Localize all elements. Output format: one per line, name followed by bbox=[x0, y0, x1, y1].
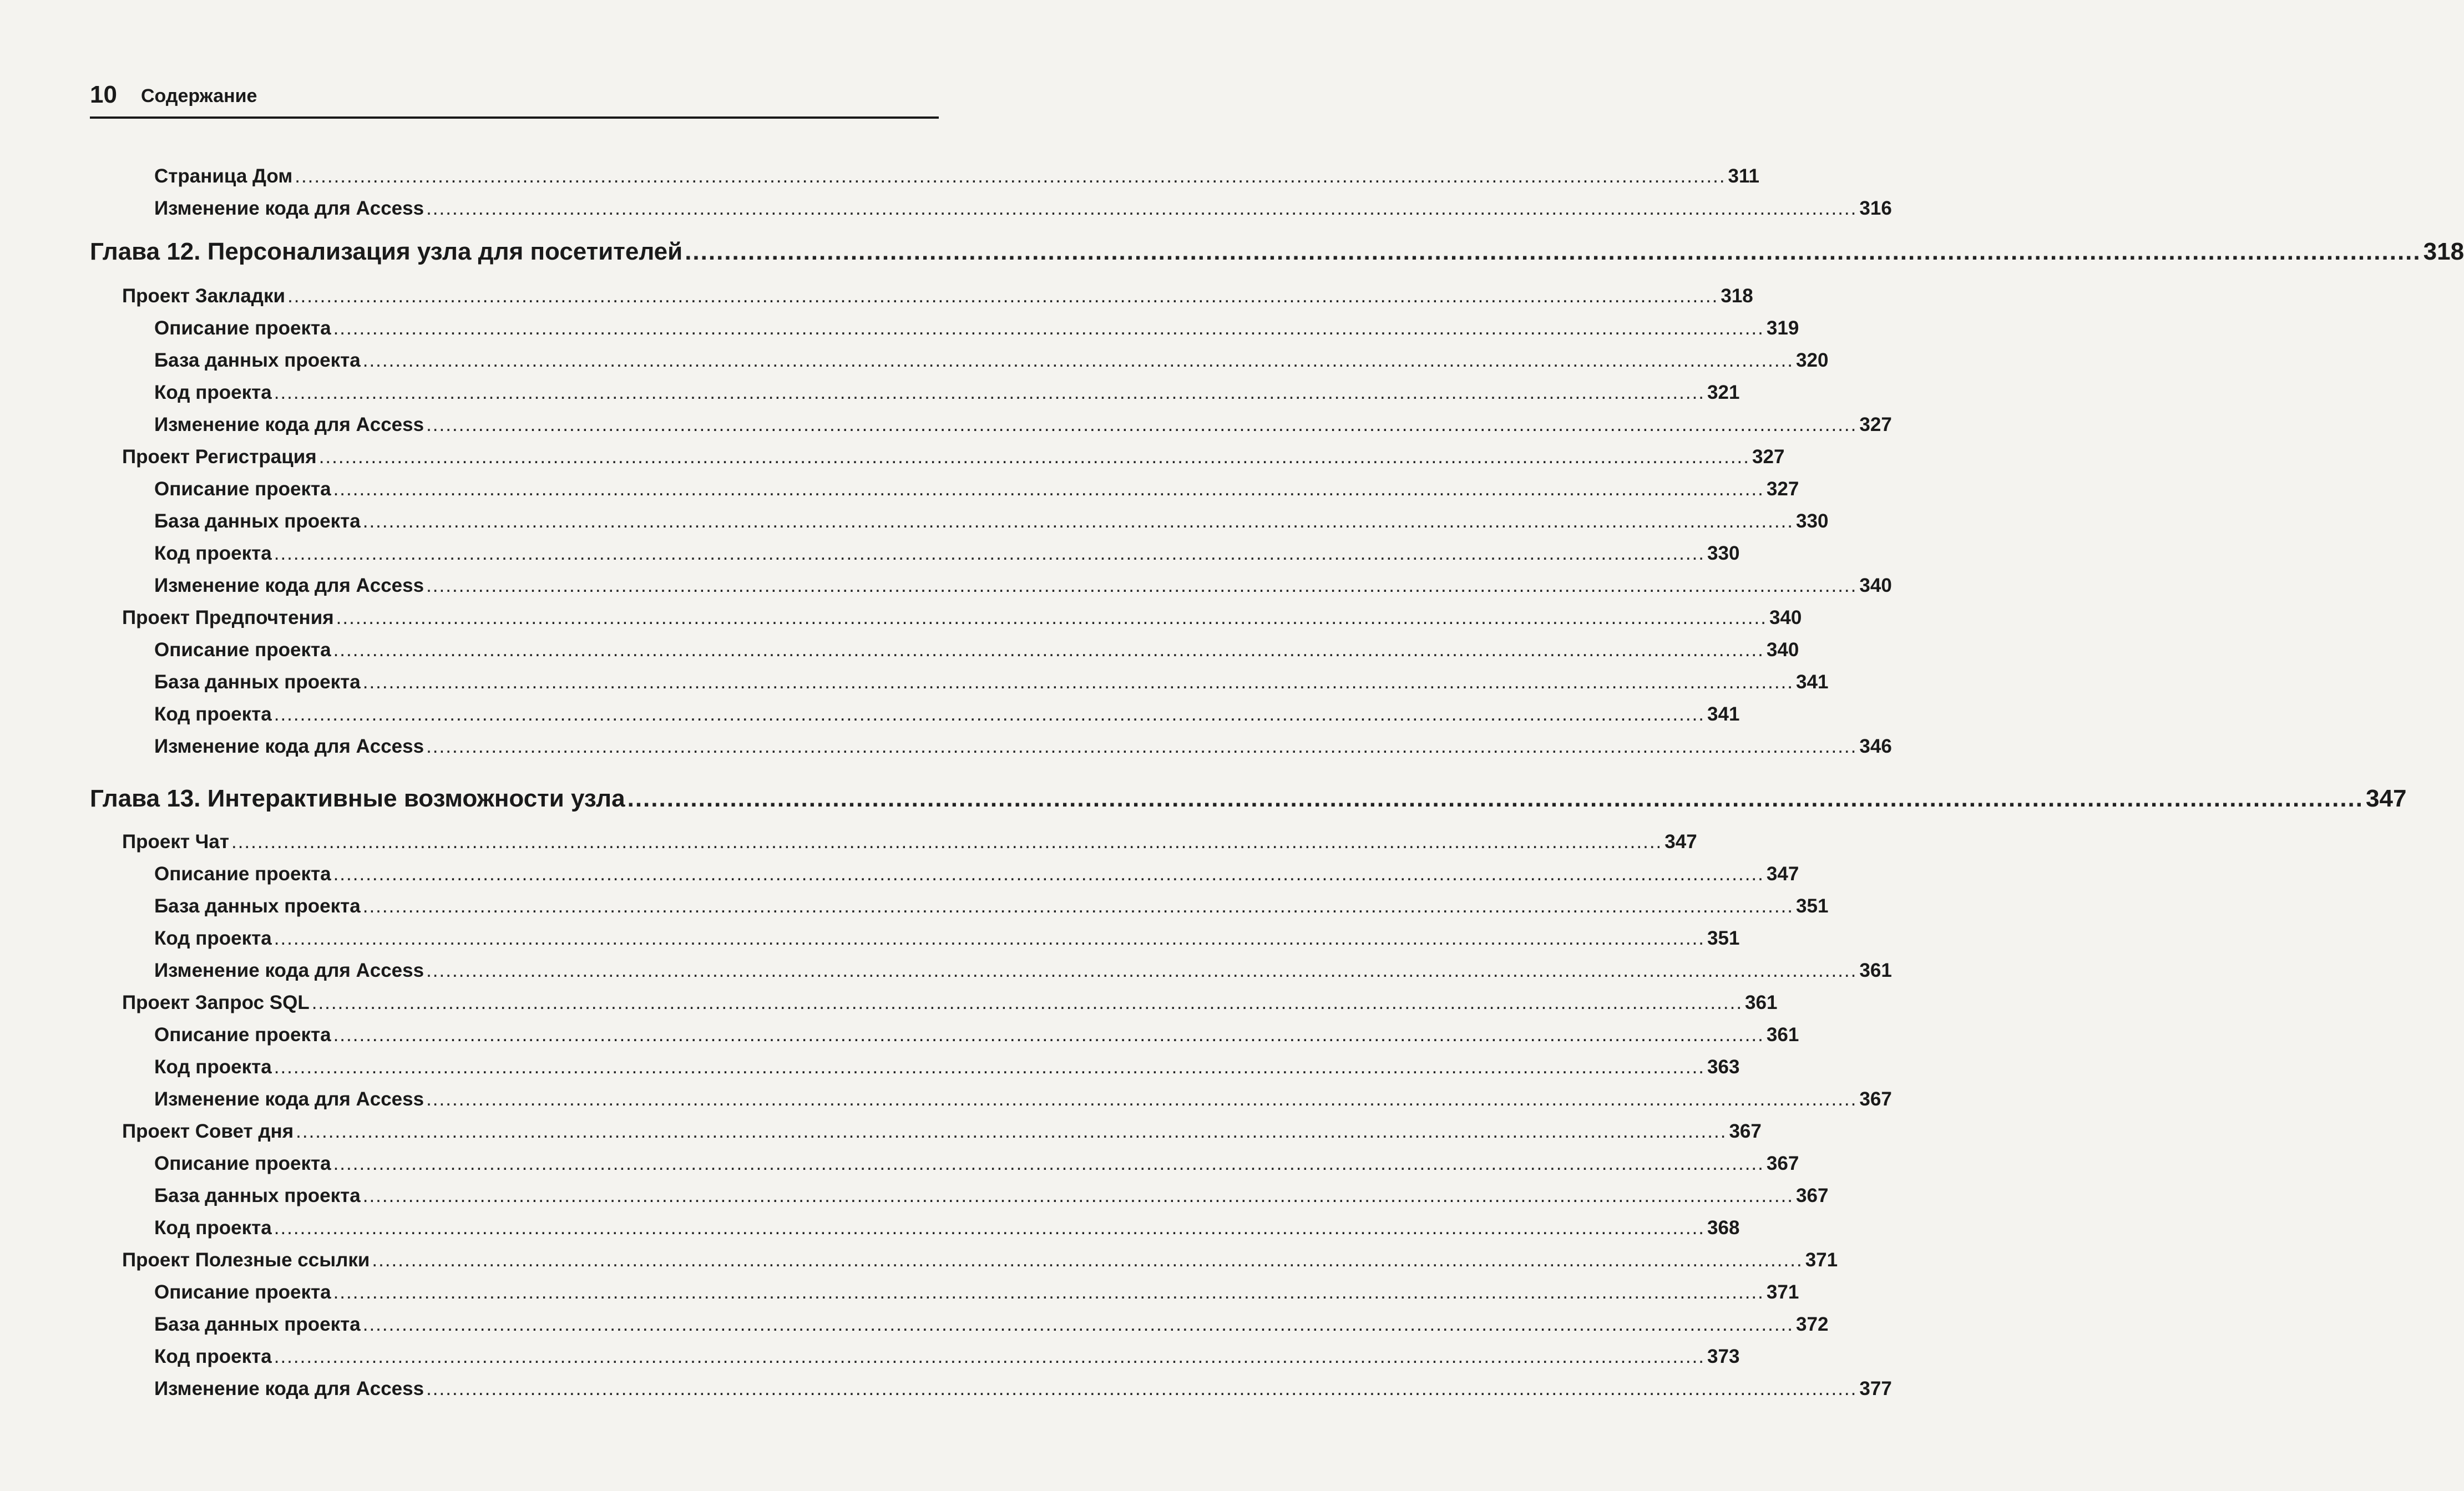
dot-leader: ............................................................................................................................................................................................................................ bbox=[333, 478, 1764, 500]
toc-entry-page: 371 bbox=[1766, 1281, 1799, 1303]
toc-entry-page: 373 bbox=[1707, 1346, 1740, 1367]
toc-entry-page: 367 bbox=[1729, 1120, 1762, 1142]
toc-chapter bbox=[90, 238, 2464, 265]
toc-entry-title: Проект Регистрация bbox=[122, 446, 317, 468]
dot-leader: ............................................................................................................................................................................................................................ bbox=[362, 510, 1794, 532]
toc-entry-title: Проект Предпочтения bbox=[122, 607, 334, 628]
toc-entry-title: Описание проекта bbox=[154, 478, 331, 500]
toc-entry-page: 330 bbox=[1707, 542, 1740, 564]
toc-entry-title: База данных проекта bbox=[154, 1314, 361, 1335]
toc-entry-title: Изменение кода для Access bbox=[154, 960, 424, 981]
dot-leader: ............................................................................................................................................................................................................................ bbox=[296, 1120, 1727, 1142]
toc-subsection bbox=[154, 927, 1740, 949]
toc-subsection bbox=[154, 863, 1799, 885]
toc-entry-page: 368 bbox=[1707, 1217, 1740, 1239]
toc-entry-title: Изменение кода для Access bbox=[154, 575, 424, 596]
toc-entry-page: 318 bbox=[1721, 285, 1753, 307]
toc-entry-page: 318 bbox=[2423, 238, 2464, 265]
toc-entry-page: 347 bbox=[2366, 785, 2407, 812]
running-title: Содержание bbox=[141, 85, 257, 106]
dot-leader: ............................................................................................................................................................................................................................ bbox=[362, 349, 1794, 371]
toc-subsection bbox=[154, 960, 1892, 981]
dot-leader: ............................................................................................................................................................................................................................ bbox=[372, 1249, 1803, 1271]
toc-entry-page: 321 bbox=[1707, 382, 1740, 403]
toc-entry-title: Изменение кода для Access bbox=[154, 1088, 424, 1110]
toc-entry-page: 316 bbox=[1859, 197, 1892, 219]
dot-leader: ............................................................................................................................................................................................................................ bbox=[274, 1217, 1706, 1239]
dot-leader: ............................................................................................................................................................................................................................ bbox=[426, 1378, 1858, 1399]
toc-subsection bbox=[154, 1185, 1829, 1206]
toc-entry-page: 346 bbox=[1859, 736, 1892, 757]
dot-leader: ............................................................................................................................................................................................................................ bbox=[685, 238, 2421, 265]
toc-entry-title: Код проекта bbox=[154, 927, 272, 949]
toc-entry-page: 371 bbox=[1805, 1249, 1838, 1271]
toc-entry-page: 351 bbox=[1707, 927, 1740, 949]
toc-entry-title: Код проекта bbox=[154, 542, 272, 564]
toc-entry-page: 361 bbox=[1766, 1024, 1799, 1046]
toc-entry-page: 351 bbox=[1796, 895, 1829, 917]
toc-subsection bbox=[154, 478, 1799, 500]
toc-entry-page: 372 bbox=[1796, 1314, 1829, 1335]
dot-leader: ............................................................................................................................................................................................................................ bbox=[362, 1185, 1794, 1206]
toc-section bbox=[122, 446, 1785, 468]
toc-entry-page: 327 bbox=[1752, 446, 1785, 468]
toc-entry-page: 361 bbox=[1859, 960, 1892, 981]
toc-subsection bbox=[154, 165, 1760, 187]
dot-leader: ............................................................................................................................................................................................................................ bbox=[426, 414, 1858, 435]
toc-entry-title: Страница Дом bbox=[154, 165, 293, 187]
toc-subsection bbox=[154, 197, 1892, 219]
toc-entry-title: Изменение кода для Access bbox=[154, 736, 424, 757]
dot-leader: ............................................................................................................................................................................................................................ bbox=[426, 197, 1858, 219]
toc-entry-page: 340 bbox=[1859, 575, 1892, 596]
toc-entry-page: 341 bbox=[1707, 703, 1740, 725]
toc-entry-title: Глава 13. Интерактивные возможности узла bbox=[90, 785, 625, 812]
toc-subsection bbox=[154, 639, 1799, 661]
dot-leader: ............................................................................................................................................................................................................................ bbox=[362, 895, 1794, 917]
dot-leader: ............................................................................................................................................................................................................................ bbox=[362, 1314, 1794, 1335]
toc-entry-title: Описание проекта bbox=[154, 639, 331, 661]
dot-leader: ............................................................................................................................................................................................................................ bbox=[274, 542, 1706, 564]
dot-leader: ............................................................................................................................................................................................................................ bbox=[426, 736, 1858, 757]
toc-entry-title: База данных проекта bbox=[154, 671, 361, 693]
toc-entry-title: База данных проекта bbox=[154, 349, 361, 371]
toc-entry-title: Изменение кода для Access bbox=[154, 414, 424, 435]
toc-section bbox=[122, 831, 1697, 853]
toc-subsection bbox=[154, 575, 1892, 596]
dot-leader: ............................................................................................................................................................................................................................ bbox=[311, 992, 1743, 1013]
toc-section bbox=[122, 992, 1778, 1013]
toc-entry-page: 327 bbox=[1766, 478, 1799, 500]
toc-subsection bbox=[154, 542, 1740, 564]
dot-leader: ............................................................................................................................................................................................................................ bbox=[295, 165, 1726, 187]
dot-leader: ............................................................................................................................................................................................................................ bbox=[333, 317, 1764, 339]
toc-subsection bbox=[154, 736, 1892, 757]
toc-entry-title: Код проекта bbox=[154, 1346, 272, 1367]
toc-section bbox=[122, 607, 1802, 628]
toc-entry-title: Проект Запрос SQL bbox=[122, 992, 310, 1013]
dot-leader: ............................................................................................................................................................................................................................ bbox=[318, 446, 1750, 468]
toc-subsection bbox=[154, 1153, 1799, 1174]
toc-entry-title: Код проекта bbox=[154, 1217, 272, 1239]
toc-entry-page: 330 bbox=[1796, 510, 1829, 532]
toc-subsection bbox=[154, 317, 1799, 339]
dot-leader: ............................................................................................................................................................................................................................ bbox=[336, 607, 1767, 628]
dot-leader: ............................................................................................................................................................................................................................ bbox=[426, 1088, 1858, 1110]
dot-leader: ............................................................................................................................................................................................................................ bbox=[627, 785, 2364, 812]
dot-leader: ............................................................................................................................................................................................................................ bbox=[362, 671, 1794, 693]
toc-entry-title: База данных проекта bbox=[154, 895, 361, 917]
toc-entry-title: Код проекта bbox=[154, 703, 272, 725]
toc-entry-title: Описание проекта bbox=[154, 317, 331, 339]
dot-leader: ............................................................................................................................................................................................................................ bbox=[274, 1056, 1706, 1078]
toc-entry-page: 367 bbox=[1796, 1185, 1829, 1206]
toc-section bbox=[122, 285, 1753, 307]
toc-subsection bbox=[154, 414, 1892, 435]
dot-leader: ............................................................................................................................................................................................................................ bbox=[287, 285, 1719, 307]
dot-leader: ............................................................................................................................................................................................................................ bbox=[333, 863, 1764, 885]
toc-entry-page: 367 bbox=[1766, 1153, 1799, 1174]
toc-subsection bbox=[154, 895, 1829, 917]
toc-entry-page: 367 bbox=[1859, 1088, 1892, 1110]
toc-section bbox=[122, 1249, 1838, 1271]
dot-leader: ............................................................................................................................................................................................................................ bbox=[274, 703, 1706, 725]
toc-entry-title: Глава 12. Персонализация узла для посетителей bbox=[90, 238, 683, 265]
toc-entry-page: 361 bbox=[1745, 992, 1778, 1013]
dot-leader: ............................................................................................................................................................................................................................ bbox=[274, 1346, 1706, 1367]
toc-entry-title: Код проекта bbox=[154, 382, 272, 403]
toc-entry-page: 311 bbox=[1728, 165, 1760, 187]
toc-entry-title: Проект Закладки bbox=[122, 285, 286, 307]
toc-entry-title: Изменение кода для Access bbox=[154, 1378, 424, 1399]
toc-subsection bbox=[154, 510, 1829, 532]
toc-entry-page: 320 bbox=[1796, 349, 1829, 371]
toc-section bbox=[122, 1120, 1762, 1142]
toc-subsection bbox=[154, 1217, 1740, 1239]
toc-entry-page: 340 bbox=[1769, 607, 1802, 628]
toc-entry-title: Описание проекта bbox=[154, 1024, 331, 1046]
toc-entry-title: Описание проекта bbox=[154, 1281, 331, 1303]
toc-subsection bbox=[154, 1346, 1740, 1367]
toc-entry-title: Проект Полезные ссылки bbox=[122, 1249, 370, 1271]
toc-entry-title: База данных проекта bbox=[154, 510, 361, 532]
toc-chapter bbox=[90, 785, 2407, 812]
dot-leader: ............................................................................................................................................................................................................................ bbox=[333, 1281, 1764, 1303]
page-header bbox=[90, 78, 939, 119]
toc-entry-page: 319 bbox=[1766, 317, 1799, 339]
toc-entry-page: 377 bbox=[1859, 1378, 1892, 1399]
page-number: 10 bbox=[90, 81, 117, 108]
dot-leader: ............................................................................................................................................................................................................................ bbox=[333, 1024, 1764, 1046]
dot-leader: ............................................................................................................................................................................................................................ bbox=[333, 1153, 1764, 1174]
toc-entry-page: 363 bbox=[1707, 1056, 1740, 1078]
dot-leader: ............................................................................................................................................................................................................................ bbox=[231, 831, 1663, 853]
toc-entry-page: 341 bbox=[1796, 671, 1829, 693]
toc-entry-title: Проект Совет дня bbox=[122, 1120, 294, 1142]
toc-subsection bbox=[154, 349, 1829, 371]
toc-subsection bbox=[154, 1024, 1799, 1046]
dot-leader: ............................................................................................................................................................................................................................ bbox=[274, 382, 1706, 403]
toc-entry-page: 327 bbox=[1859, 414, 1892, 435]
toc-entry-title: База данных проекта bbox=[154, 1185, 361, 1206]
toc-subsection bbox=[154, 671, 1829, 693]
toc-subsection bbox=[154, 1378, 1892, 1399]
toc-entry-title: Проект Чат bbox=[122, 831, 229, 853]
dot-leader: ............................................................................................................................................................................................................................ bbox=[333, 639, 1764, 661]
toc-entry-title: Изменение кода для Access bbox=[154, 197, 424, 219]
toc-entry-title: Описание проекта bbox=[154, 1153, 331, 1174]
dot-leader: ............................................................................................................................................................................................................................ bbox=[274, 927, 1706, 949]
dot-leader: ............................................................................................................................................................................................................................ bbox=[426, 575, 1858, 596]
toc-subsection bbox=[154, 1314, 1829, 1335]
toc-subsection bbox=[154, 1088, 1892, 1110]
toc-entry-page: 340 bbox=[1766, 639, 1799, 661]
toc-entry-page: 347 bbox=[1766, 863, 1799, 885]
toc-entry-page: 347 bbox=[1664, 831, 1697, 853]
toc-entry-title: Описание проекта bbox=[154, 863, 331, 885]
toc-subsection bbox=[154, 703, 1740, 725]
toc-subsection bbox=[154, 382, 1740, 403]
dot-leader: ............................................................................................................................................................................................................................ bbox=[426, 960, 1858, 981]
toc-subsection bbox=[154, 1281, 1799, 1303]
toc-entry-title: Код проекта bbox=[154, 1056, 272, 1078]
toc-subsection bbox=[154, 1056, 1740, 1078]
